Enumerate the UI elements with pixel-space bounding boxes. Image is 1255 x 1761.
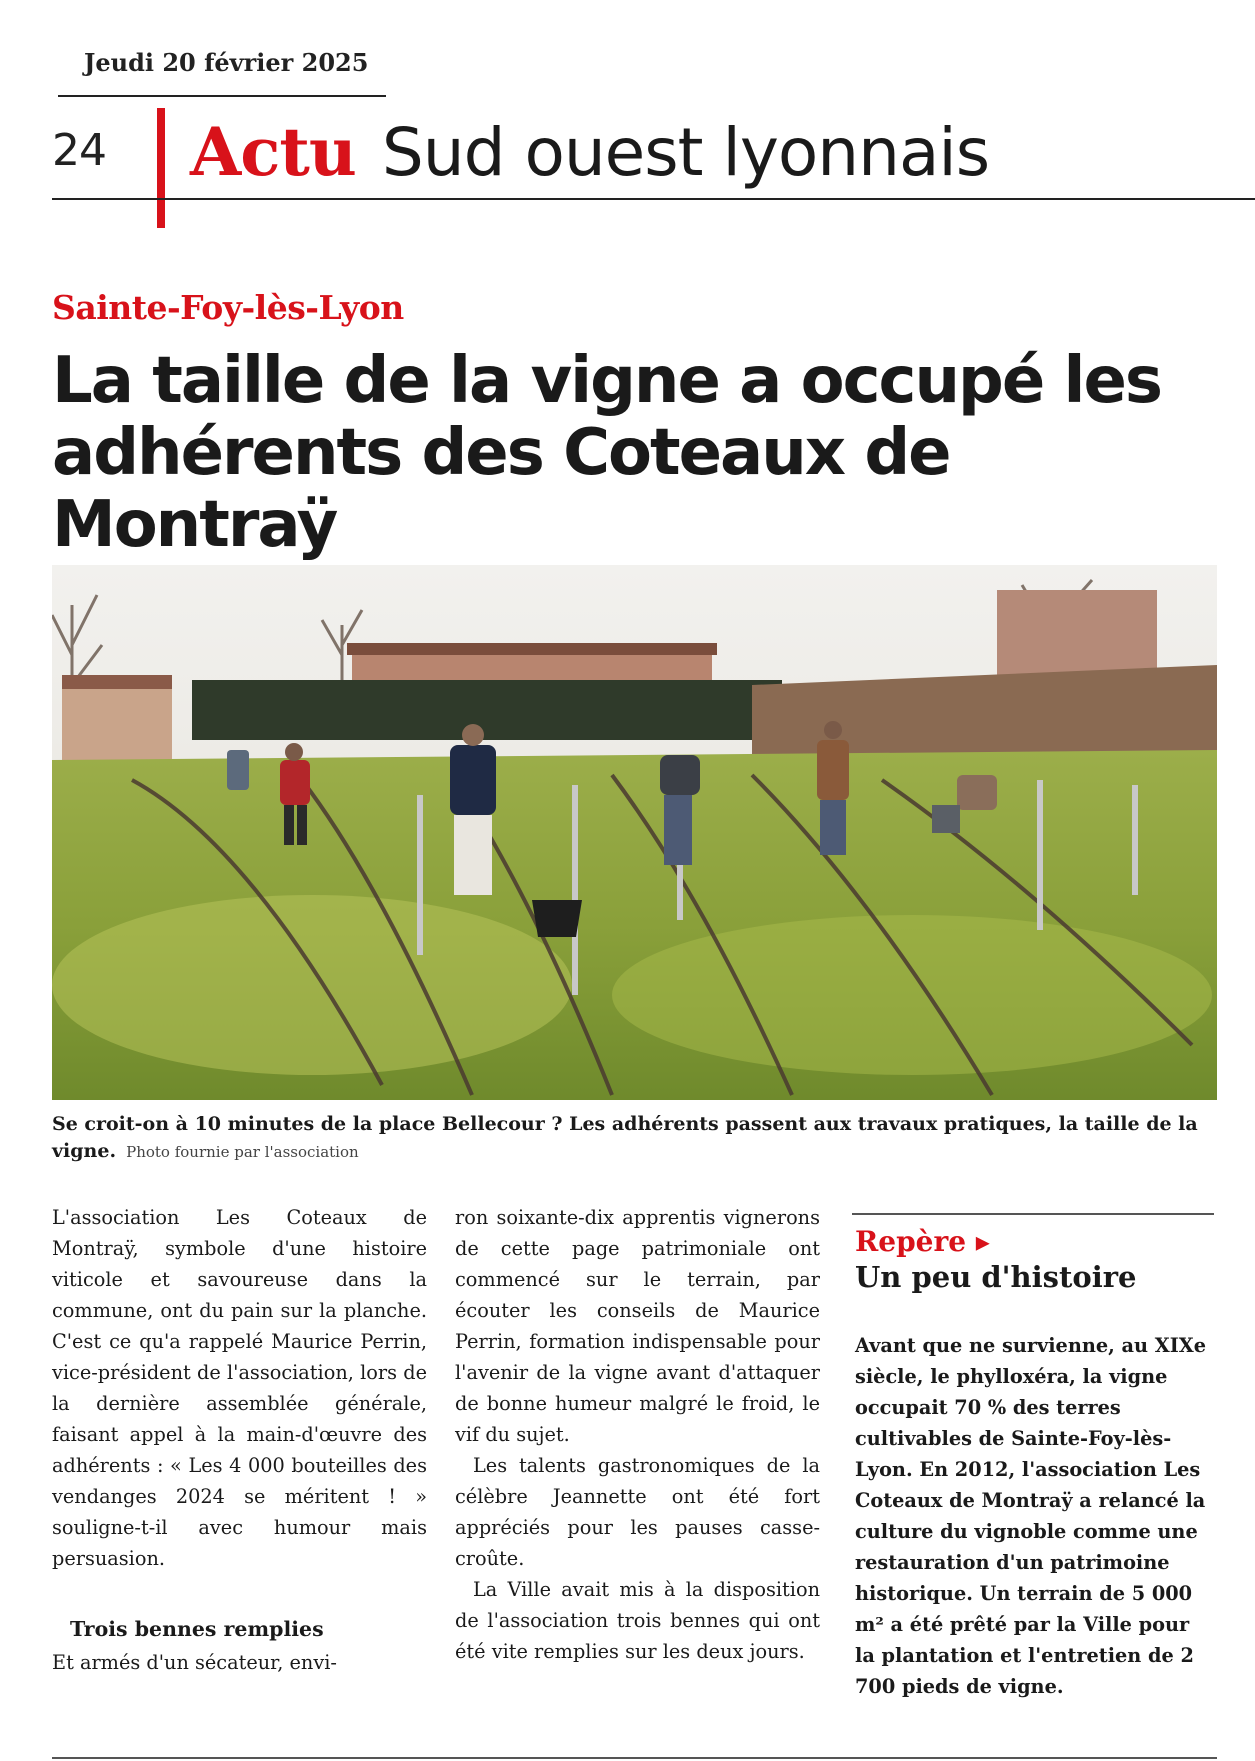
sidebar-text: Avant que ne survienne, au XIXe siècle, le phylloxéra, la vigne occupait 70 % des terres cultivables de Sainte-Foy-lès-Lyon. En 2012, l'association Les Coteaux de Montraÿ a relancé la culture du vignoble comme une restauration d'un patrimoine historique. Un terrain de 5 000 m² a été prêté par la Ville pour la plantation et l'entretien de 2 700 pieds de vigne. bbox=[855, 1334, 1206, 1698]
bottom-rule bbox=[52, 1757, 1217, 1759]
edition-date: Jeudi 20 février 2025 bbox=[84, 48, 369, 77]
section-header bbox=[190, 112, 989, 193]
caption-text: Se croit-on à 10 minutes de la place Bellecour ? Les adhérents passent aux travaux pratiques, la taille de la vigne. bbox=[52, 1113, 1198, 1162]
body-paragraph: ron soixante-dix apprentis vignerons de cette page patrimoniale ont commencé sur le terrain, par écouter les conseils de Maurice Perrin, formation indispensable pour l'avenir de la vigne avant d'attaquer de bonne humeur malgré le froid, le vif du sujet. bbox=[455, 1206, 820, 1446]
rubric-label: Actu bbox=[190, 113, 356, 191]
page-number: 24 bbox=[52, 125, 106, 176]
photo-caption bbox=[52, 1111, 1217, 1166]
section-red-bar bbox=[157, 108, 165, 228]
sidebar-rule bbox=[852, 1213, 1214, 1215]
article-headline: La taille de la vigne a occupé les adhérents des Coteaux de Montraÿ bbox=[52, 344, 1161, 562]
body-paragraph: La Ville avait mis à la disposition de l'association trois bennes qui ont été vite remplies sur les deux jours. bbox=[455, 1578, 820, 1663]
article-kicker: Sainte-Foy-lès-Lyon bbox=[52, 288, 404, 327]
body-paragraph: L'association Les Coteaux de Montraÿ, symbole d'une histoire viticole et savoureuse dans la commune, ont du pain sur la planche. C'est ce qu'a rappelé Maurice Perrin, vice-président de l'association, lors de la dernière assemblée générale, faisant appel à la main-d'œuvre des adhérents : « Les 4 000 bouteilles des vendanges 2024 se méritent ! » souligne-t-il avec humour mais persuasion. bbox=[52, 1206, 427, 1570]
article-column-1 bbox=[52, 1202, 427, 1678]
sidebar-title: Un peu d'histoire bbox=[855, 1260, 1137, 1294]
section-name: Sud ouest lyonnais bbox=[381, 114, 990, 191]
date-rule bbox=[58, 95, 386, 97]
sidebar-label: Repère ▸ bbox=[855, 1225, 990, 1258]
body-paragraph: Les talents gastronomiques de la célèbre Jeannette ont été fort appréciés pour les pauses casse-croûte. bbox=[455, 1454, 820, 1570]
body-paragraph: Et armés d'un sécateur, envi- bbox=[52, 1651, 337, 1674]
article-column-2 bbox=[455, 1202, 820, 1667]
article-photo bbox=[52, 565, 1217, 1100]
photo-credit: Photo fournie par l'association bbox=[126, 1143, 359, 1161]
header-rule bbox=[52, 198, 1255, 200]
article-subhead: Trois bennes remplies bbox=[70, 1617, 324, 1641]
